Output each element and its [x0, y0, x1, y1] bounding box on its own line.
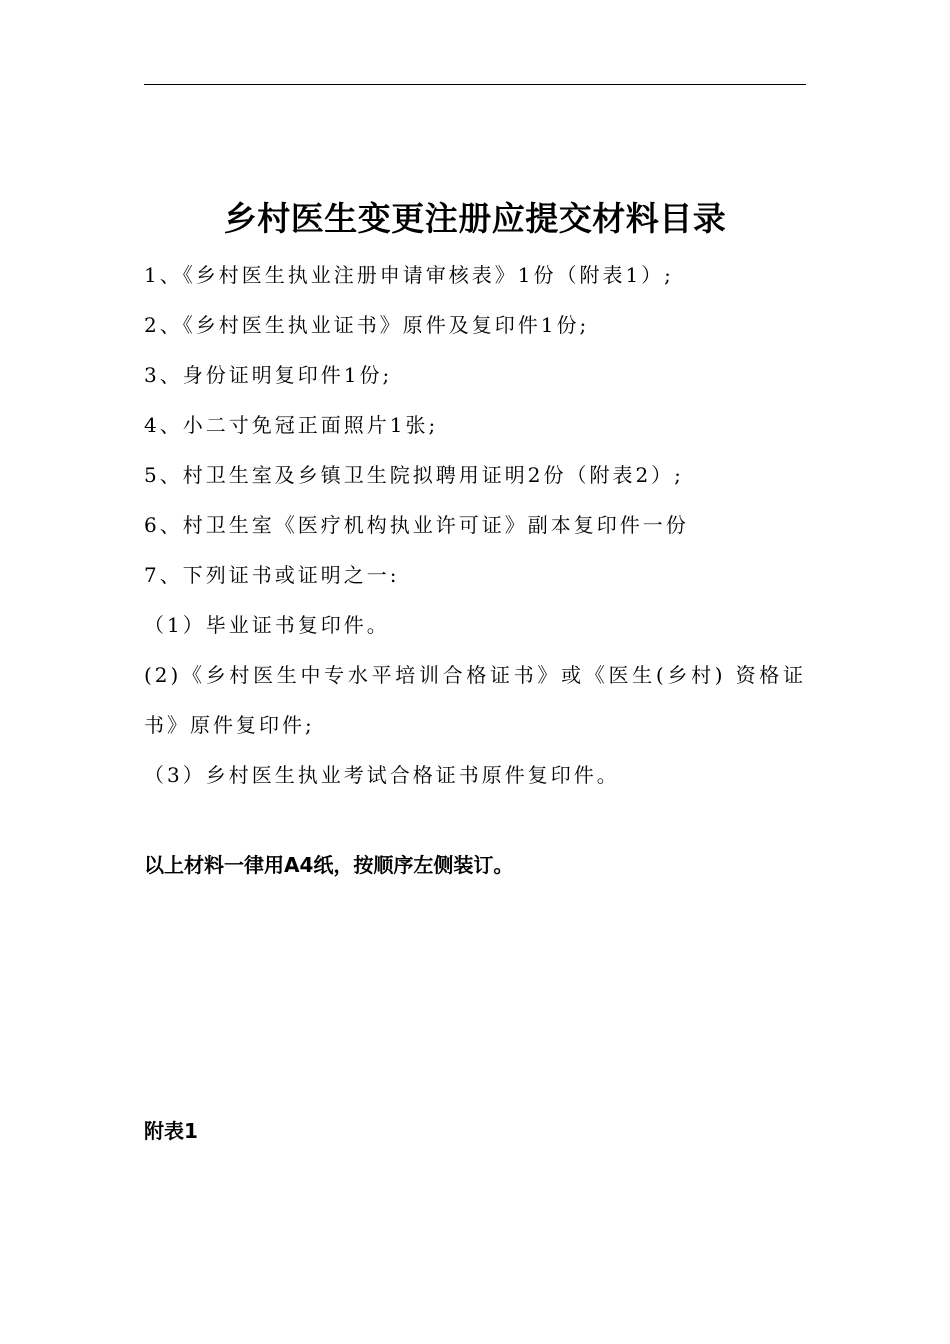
binding-note: 以上材料一律用A4纸，按顺序左侧装订。: [144, 853, 514, 877]
list-item: 5、村卫生室及乡镇卫生院拟聘用证明2份（附表2）;: [144, 463, 684, 487]
list-item: 2、《乡村医生执业证书》原件及复印件1份;: [144, 313, 590, 337]
list-item: (2)《乡村医生中专水平培训合格证书》或《医生(乡村) 资格证书》原件复印件;: [144, 663, 806, 737]
appendix-label: 附表1: [144, 1119, 198, 1143]
materials-list: [144, 250, 806, 800]
list-item: 1、《乡村医生执业注册申请审核表》1份（附表1）;: [144, 263, 674, 287]
page-title: 乡村医生变更注册应提交材料目录: [223, 199, 727, 238]
list-item: 7、下列证书或证明之一:: [144, 563, 400, 587]
list-item: 3、身份证明复印件1份;: [144, 363, 393, 387]
list-item: 4、小二寸免冠正面照片1张;: [144, 413, 439, 437]
header-divider: [144, 84, 806, 85]
list-item: （3）乡村医生执业考试合格证书原件复印件。: [144, 763, 620, 787]
list-item: 6、村卫生室《医疗机构执业许可证》副本复印件一份: [144, 513, 689, 537]
list-item: （1）毕业证书复印件。: [144, 613, 390, 637]
